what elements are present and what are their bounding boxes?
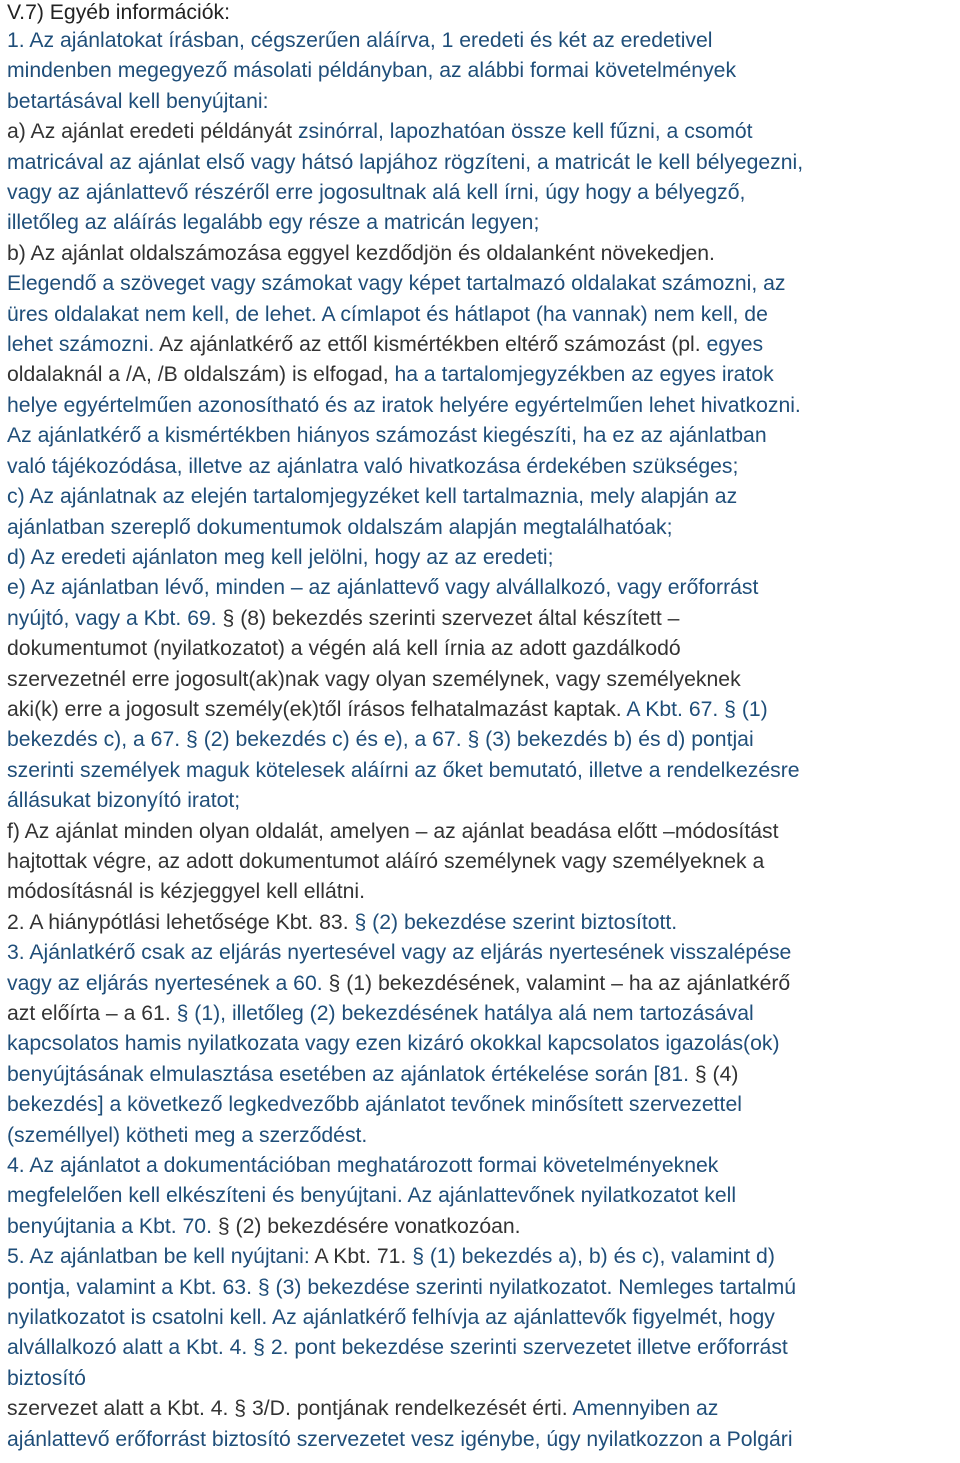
text-line [7,1394,960,1424]
text-line [7,1364,960,1394]
text-line [7,604,960,634]
text-segment: betartásával kell benyújtani: [7,89,269,113]
text-segment: pontja, valamint a Kbt. 63. [7,1275,258,1299]
text-segment: Amennyiben az [572,1397,719,1421]
text-segment: helye egyértelműen azonosítható és az iratok helyére egyértelműen lehet hivatkozni. [7,393,801,417]
text-segment: vagy az eljárás nyertesének a 60. [7,971,329,995]
text-line [7,999,960,1029]
body-text [7,26,960,1455]
text-segment: szervezet alatt a Kbt. 4. [7,1397,235,1421]
text-segment: szerinti személyek maguk kötelesek aláírni az őket bemutató, illetve a rendelkezésre [7,758,800,782]
text-segment: benyújtásának elmulasztása esetében az ajánlatok értékelése során [81. [7,1062,695,1086]
text-line [7,239,960,269]
text-segment: § (1) bekezdés a), b) és c), valamint d) [412,1245,775,1269]
text-segment: § (1), illetőleg (2) bekezdésének hatálya alá nem tartozásával [176,1002,754,1025]
text-segment: nyilatkozatot is csatolni kell. [7,1306,272,1330]
text-segment: § (1) bekezdésének, valamint – ha az ajánlatkérő [328,971,791,995]
text-line [7,1181,960,1211]
text-segment: ajánlattevő erőforrást biztosító szervezetet vesz igénybe, úgy nyilatkozzon a Polgári [7,1427,793,1451]
text-line [7,1303,960,1333]
text-segment: a) Az ajánlat eredeti példányát [7,120,298,144]
text-line [7,695,960,725]
text-segment: alvállalkozó alatt a Kbt. 4. [7,1336,254,1360]
text-line [7,452,960,482]
text-segment: 1. Az ajánlatokat írásban, cégszerűen aláírva, 1 eredeti és két az eredetivel [7,29,713,52]
text-line [7,513,960,543]
text-segment: szervezetnél erre jogosult(ak)nak vagy olyan személynek, vagy személyeknek [7,667,741,691]
text-segment: üres oldalakat nem kell, de lehet. [7,302,322,326]
text-segment: d) Az eredeti ajánlaton meg kell jelölni, hogy az az eredeti; [7,545,554,569]
text-segment: való tájékozódása, illetve az ajánlatra való hivatkozása érdekében szükséges; [7,454,739,478]
text-line [7,117,960,147]
text-line [7,543,960,573]
text-line [7,877,960,907]
text-line [7,908,960,938]
text-segment: § (3) bekezdése szerinti nyilatkozatot. [257,1275,619,1299]
text-line [7,26,960,56]
text-segment: Az ajánlatkérő a kismértékben hiányos számozást kiegészíti, ha ez az ajánlatban [7,424,767,448]
text-segment: illetőleg az aláírás legalább egy része a matricán legyen; [7,211,540,235]
text-segment: matricával az ajánlat első vagy hátsó lapjához rögzíteni, a matricát le kell bélyegezni, [7,150,804,174]
text-line [7,756,960,786]
text-line [7,786,960,816]
text-segment: A Kbt. 67. § (1) [626,697,768,721]
text-segment: hajtottak végre, az adott dokumentumot aláíró személynek vagy személyeknek a [7,849,765,873]
text-line [7,1242,960,1272]
text-segment: Elegendő a szöveget vagy számokat vagy képet tartalmazó oldalakat számozni, az [7,272,786,296]
text-segment: kapcsolatos hamis nyilatkozata vagy ezen kizáró okokkal kapcsolatos igazolás(ok) [7,1032,780,1056]
text-segment: mindenben megegyező másolati példányban, az alábbi formai követelmények [7,59,737,83]
text-segment: benyújtania a Kbt. 70. [7,1214,218,1238]
text-segment: módosításnál is kézjeggyel kell ellátni. [7,880,366,904]
text-segment: c) Az ajánlatnak az elején tartalomjegyzéket kell tartalmaznia, mely alapján az [7,485,738,509]
text-line [7,148,960,178]
text-segment: e) Az ajánlatban lévő, minden – az ajánlattevő vagy alvállalkozó, vagy erőforrást [7,576,759,600]
text-segment: Az ajánlatkérő az ettől kismértékben eltérő számozást (pl. [158,333,707,357]
text-segment: A címlapot és hátlapot (ha vannak) nem kell, de [321,302,768,326]
text-segment: zsinórral, lapozhatóan össze kell fűzni, a csomót [297,120,753,144]
text-line [7,208,960,238]
text-line [7,330,960,360]
text-segment: vagy az ajánlattevő részéről erre jogosultnak alá kell írni, úgy hogy a bélyegző, [7,181,746,205]
text-segment: Nemleges tartalmú [618,1275,797,1299]
text-line [7,1425,960,1455]
text-line [7,847,960,877]
text-segment: dokumentumot (nyilatkozatot) a végén alá kell írnia az adott gazdálkodó [7,637,681,661]
text-segment: Az ajánlattevőnek nyilatkozatot kell [407,1184,737,1208]
text-segment: aki(k) erre a jogosult személy(ek)től írásos felhatalmazást kaptak. [7,697,627,721]
text-segment: biztosító [7,1366,86,1390]
text-line [7,634,960,664]
text-line [7,665,960,695]
text-line [7,1333,960,1363]
text-segment: ajánlatban szereplő dokumentumok oldalszám alapján megtalálhatóak; [7,515,673,539]
text-line [7,1273,960,1303]
text-segment: § (2) bekezdése szerint biztosított. [354,910,678,934]
text-line [7,1121,960,1151]
text-line [7,421,960,451]
text-segment: Az ajánlatkérő felhívja az ajánlattevők figyelmét, hogy [271,1306,775,1330]
text-segment: f) Az ajánlat minden olyan oldalát, amelyen – az ajánlat beadása előtt –módosítást [7,819,779,843]
text-segment: § (4) [694,1062,739,1086]
text-line [7,1029,960,1059]
text-line [7,969,960,999]
text-line [7,269,960,299]
text-segment: 2. A hiánypótlási lehetősége Kbt. 83. [7,910,355,934]
text-segment: (személlyel) kötheti meg a szerződést. [7,1123,368,1147]
text-line [7,573,960,603]
text-segment: b) Az ajánlat oldalszámozása eggyel kezdődjön és oldalanként növekedjen. [7,241,715,265]
text-line [7,938,960,968]
text-line [7,1212,960,1242]
text-segment: állásukat bizonyító iratot; [7,789,241,813]
text-segment: § 2. pont bekezdése szerinti szervezetet illetve erőforrást [253,1336,788,1360]
text-line [7,1090,960,1120]
text-line [7,87,960,117]
text-segment: megfelelően kell elkészíteni és benyújtani. [7,1184,408,1208]
text-segment: 4. Az ajánlatot a dokumentációban meghatározott formai követelményeknek [7,1154,719,1178]
text-segment: bekezdés] a következő legkedvezőbb ajánlatot tevőnek minősített szervezettel [7,1093,742,1117]
text-line [7,725,960,755]
text-segment: bekezdés c), a 67. § (2) bekezdés c) és e), a 67. § (3) bekezdés b) és d) pontjai [7,728,754,752]
text-segment: oldalaknál a /A, /B oldalszám) is elfogad, [7,363,395,387]
text-segment: 5. Az ajánlatban be kell nyújtani: [7,1245,315,1269]
text-segment: § 3/D. pontjának rendelkezését érti. [234,1397,573,1421]
text-line [7,56,960,86]
text-segment: nyújtó, vagy a Kbt. 69. [7,606,223,630]
text-segment: lehet számozni. [7,333,159,357]
text-line [7,360,960,390]
text-segment: ha a tartalomjegyzékben az egyes iratok [394,363,774,387]
text-segment: 3. Ajánlatkérő csak az eljárás nyertesével vagy az eljárás nyertesének visszalépése [7,941,792,965]
text-line [7,1151,960,1181]
text-line [7,300,960,330]
text-line [7,178,960,208]
text-line [7,1060,960,1090]
text-segment: § (2) bekezdésére vonatkozóan. [217,1214,521,1238]
section-heading: V.7) Egyéb információk: [7,1,230,24]
text-segment: egyes [706,333,764,357]
text-segment: azt előírta – a 61. [7,1002,177,1025]
text-line [7,391,960,421]
text-segment: § (8) bekezdés szerinti szervezet által készített – [222,606,680,630]
text-segment: A Kbt. 71. [314,1245,413,1269]
text-line [7,482,960,512]
text-line [7,817,960,847]
